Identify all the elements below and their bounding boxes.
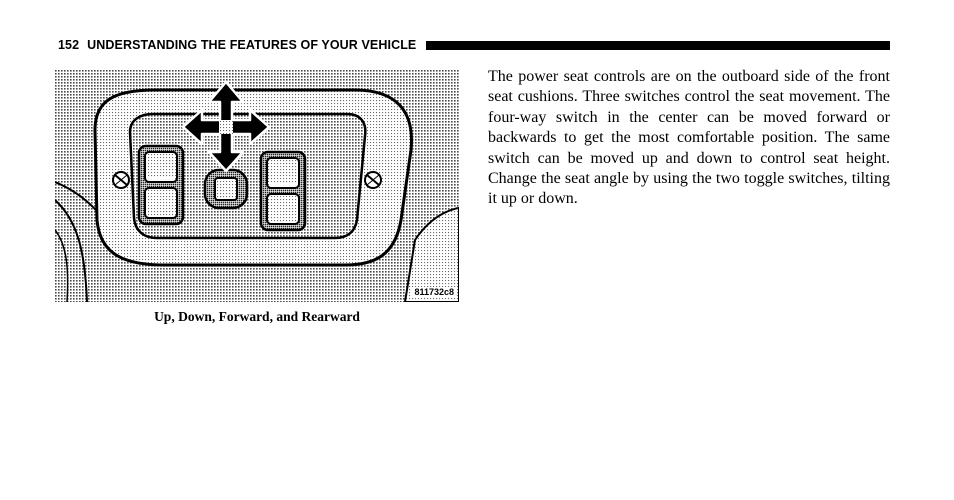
page-header (58, 38, 890, 52)
center-four-way-switch (205, 170, 247, 208)
figure-code: 811732c8 (414, 287, 454, 297)
seat-controls-illustration (55, 70, 459, 302)
figure-caption: Up, Down, Forward, and Rearward (154, 309, 360, 324)
body-paragraph: The power seat controls are on the outboard side of the front seat cushions. Three switches control the seat movement. The four-way switch in the center can be moved forward or backwards to get the most comfortable position. The same switch can be moved up and down to control seat height. Change the seat angle by using the two toggle switches, tilting it up or down. (488, 68, 890, 208)
right-toggle-switch (261, 152, 305, 230)
header-rule (426, 41, 890, 50)
right-screw-icon (365, 172, 381, 188)
seat-controls-drawing (55, 70, 459, 302)
section-title: UNDERSTANDING THE FEATURES OF YOUR VEHICLE (87, 38, 417, 52)
left-screw-icon (113, 172, 129, 188)
left-toggle-switch (139, 146, 183, 224)
page-number: 152 (58, 38, 80, 52)
